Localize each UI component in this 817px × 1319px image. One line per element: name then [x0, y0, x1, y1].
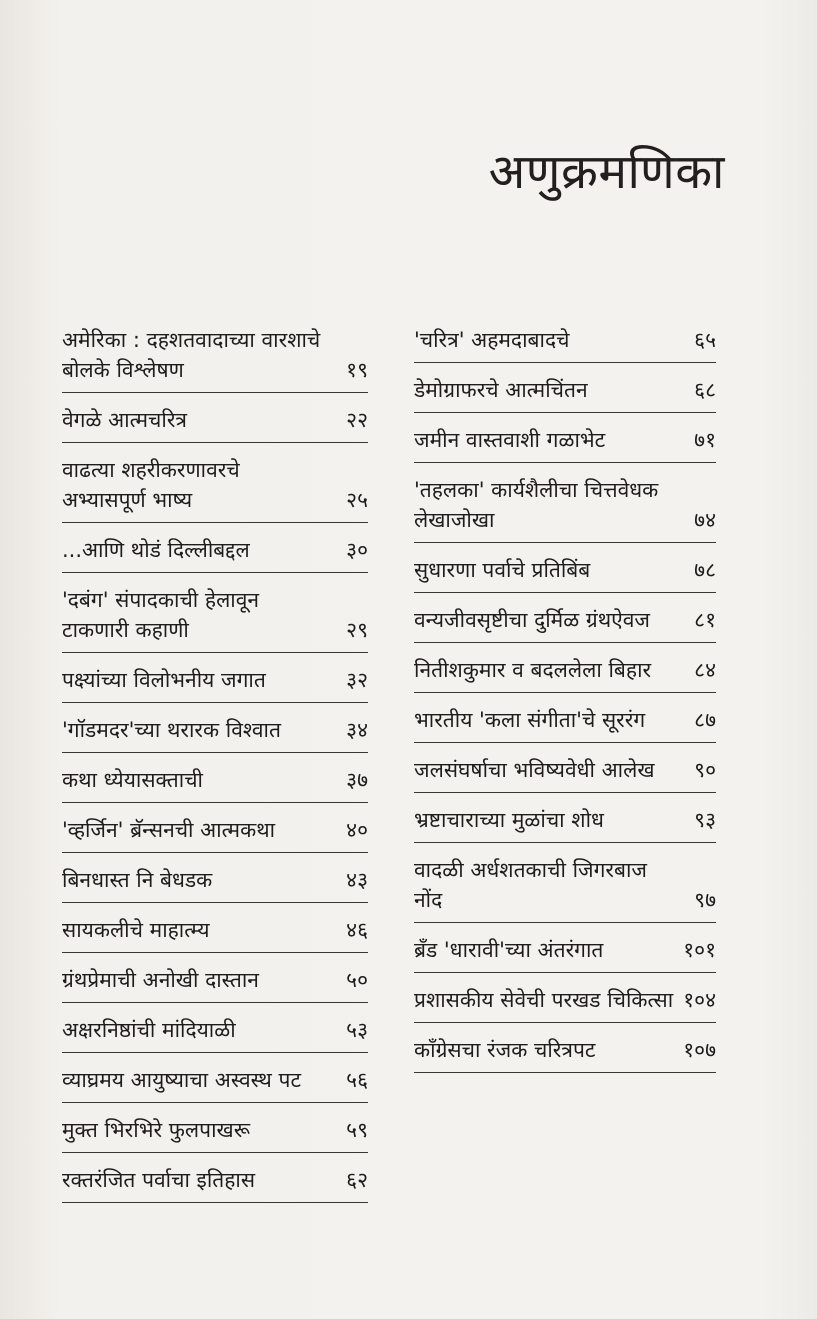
toc-entry-title: सुधारणा पर्वाचे प्रतिबिंब [414, 558, 591, 582]
toc-entry-page: ९० [694, 758, 716, 782]
toc-entry-page: ५३ [346, 1018, 368, 1042]
toc-entry-title: 'व्हर्जिन' ब्रॅन्सनची आत्मकथा [62, 818, 276, 842]
toc-entry [414, 472, 716, 543]
toc-entry-title: ब्रँड 'धारावी'च्या अंतरंगात [414, 938, 604, 962]
toc-entry [62, 322, 368, 393]
toc-entry-title: जमीन वास्तवाशी गळाभेट [414, 428, 606, 452]
toc-entry [414, 652, 716, 693]
toc-entry-page: ९३ [694, 808, 716, 832]
toc-entry [62, 582, 368, 653]
toc-entry-page: ४६ [346, 918, 368, 942]
toc-entry-title: 'तहलका' कार्यशैलीचा चित्तवेधक लेखाजोखा [414, 478, 659, 532]
page-title: अणुक्रमणिका [488, 144, 725, 200]
toc-entry-page: ३२ [346, 668, 368, 692]
toc-entry [62, 532, 368, 573]
toc-entry [414, 552, 716, 593]
toc-entry [62, 812, 368, 853]
toc-entry-title: नितीशकुमार व बदललेला बिहार [414, 658, 652, 682]
toc-entry [62, 762, 368, 803]
toc-entry-page: २९ [346, 618, 368, 642]
toc-entry-page: ९७ [694, 888, 716, 912]
toc-entry [62, 1062, 368, 1103]
toc-entry-title: 'दबंग' संपादकाची हेलावून टाकणारी कहाणी [62, 588, 260, 642]
toc-entry-title: मुक्त भिरभिरे फुलपाखरू [62, 1118, 251, 1142]
toc-entry-page: ५९ [346, 1118, 368, 1142]
toc-entry [62, 1162, 368, 1203]
toc-entry-page: ६५ [694, 328, 716, 352]
toc-entry [414, 702, 716, 743]
toc-entry-title: पक्ष्यांच्या विलोभनीय जगात [62, 668, 266, 692]
toc-entry-page: ३७ [346, 768, 368, 792]
toc-entry-title: जलसंघर्षाचा भविष्यवेधी आलेख [414, 758, 655, 782]
toc-entry-page: १०४ [683, 988, 716, 1012]
toc-entry [62, 962, 368, 1003]
toc-entry [414, 422, 716, 463]
toc-entry-title: भ्रष्टाचाराच्या मुळांचा शोध [414, 808, 604, 832]
toc-right-column [414, 322, 716, 1082]
toc-entry [414, 322, 716, 363]
toc-entry-page: ६८ [694, 378, 716, 402]
toc-left-column [62, 322, 368, 1212]
toc-entry [62, 912, 368, 953]
toc-entry-page: १९ [346, 358, 368, 382]
toc-entry-title: रक्तरंजित पर्वाचा इतिहास [62, 1168, 256, 1192]
toc-entry-title: 'चरित्र' अहमदाबादचे [414, 328, 570, 352]
toc-entry-title: व्याघ्रमय आयुष्याचा अस्वस्थ पट [62, 1068, 302, 1092]
toc-entry-title: अमेरिका : दहशतवादाच्या वारशाचे बोलके विश्लेषण [62, 328, 321, 382]
toc-entry-title: सायकलीचे माहात्म्य [62, 918, 210, 942]
toc-entry-title: वाढत्या शहरीकरणावरचे अभ्यासपूर्ण भाष्य [62, 458, 240, 512]
toc-entry [414, 372, 716, 413]
toc-entry [414, 752, 716, 793]
toc-entry [62, 662, 368, 703]
toc-entry [62, 862, 368, 903]
toc-entry [414, 802, 716, 843]
toc-entry-page: ३४ [346, 718, 368, 742]
toc-entry [414, 1032, 716, 1073]
toc-entry [62, 712, 368, 753]
toc-entry [414, 852, 716, 923]
toc-entry-page: ५० [346, 968, 368, 992]
toc-entry [62, 1112, 368, 1153]
toc-entry-title: प्रशासकीय सेवेची परखड चिकित्सा [414, 988, 674, 1012]
toc-entry-page: ३० [346, 538, 368, 562]
toc-entry-title: वादळी अर्धशतकाची जिगरबाज नोंद [414, 858, 648, 912]
toc-entry [62, 1012, 368, 1053]
toc-entry-page: ७४ [694, 508, 716, 532]
toc-entry-title: डेमोग्राफरचे आत्मचिंतन [414, 378, 588, 402]
toc-entry-page: १०७ [683, 1038, 716, 1062]
toc-entry-title: कथा ध्येयासक्ताची [62, 768, 203, 792]
toc-entry [62, 452, 368, 523]
toc-entry-page: ७८ [694, 558, 716, 582]
toc-entry-title: वेगळे आत्मचरित्र [62, 408, 188, 432]
toc-entry [414, 602, 716, 643]
toc-entry-page: २५ [346, 488, 368, 512]
toc-entry [414, 932, 716, 973]
toc-entry-title: भारतीय 'कला संगीता'चे सूररंग [414, 708, 646, 732]
toc-entry-page: ८४ [694, 658, 716, 682]
toc-entry-page: २२ [346, 408, 368, 432]
toc-entry [414, 982, 716, 1023]
toc-entry-title: ...आणि थोडं दिल्लीबद्दल [62, 538, 250, 562]
toc-entry-page: ७१ [694, 428, 716, 452]
toc-entry-page: ८७ [694, 708, 716, 732]
toc-entry-page: ५६ [346, 1068, 368, 1092]
toc-entry-title: काँग्रेसचा रंजक चरित्रपट [414, 1038, 596, 1062]
toc-entry-title: वन्यजीवसृष्टीचा दुर्मिळ ग्रंथऐवज [414, 608, 651, 632]
toc-entry-page: १०१ [683, 938, 716, 962]
toc-entry-title: बिनधास्त नि बेधडक [62, 868, 213, 892]
toc-entry-title: अक्षरनिष्ठांची मांदियाळी [62, 1018, 236, 1042]
toc-entry-page: ८१ [694, 608, 716, 632]
toc-entry-title: 'गॉडमदर'च्या थरारक विश्वात [62, 718, 281, 742]
toc-entry-page: ४० [346, 818, 368, 842]
toc-entry-title: ग्रंथप्रेमाची अनोखी दास्तान [62, 968, 259, 992]
toc-entry [62, 402, 368, 443]
toc-entry-page: ६२ [346, 1168, 368, 1192]
toc-entry-page: ४३ [346, 868, 368, 892]
